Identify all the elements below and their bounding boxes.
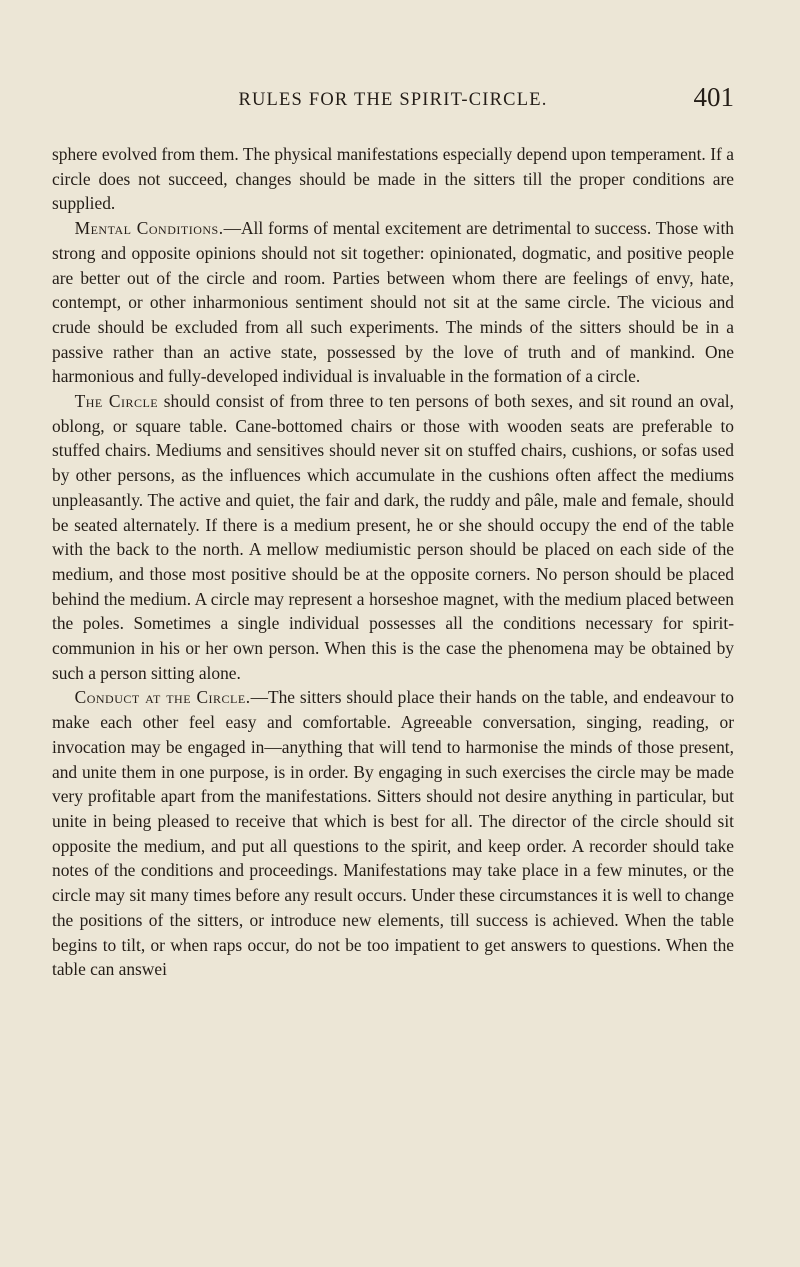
section-heading-conduct-at-the-circle: Conduct at the Circle. — [74, 687, 251, 708]
paragraph-text: —All forms of mental excitement are detrimental to success. Those with strong and opposite opinions should not sit together: opinionated, dogmatic, and positive people are better out of the circle and room. Parties between whom there are feelings of envy, hate, contempt, or other inharmonious sentiment should not sit at the same circle. The vicious and crude should be excluded from all such experiments. The minds of the sitters should be in a passive rather than an active state, possessed by the love of truth and of mankind. One harmonious and fully-developed individual is invaluable in the formation of a circle. — [52, 218, 734, 387]
paragraph-conduct-at-the-circle — [52, 685, 734, 981]
paragraph-text: should consist of from three to ten persons of both sexes, and sit round an oval, oblong, or square table. Cane-bottomed chairs or those with wooden seats are preferable to stuffed chairs. Mediums and sensitives should never sit on stuffed chairs, cushions, or sofas used by other persons, as the influences which accumulate in the cushions often affect the mediums unpleasantly. The active and quiet, the fair and dark, the ruddy and pâle, male and female, should be seated alternately. If there is a medium present, he or she should occupy the end of the table with the back to the north. A mellow mediumistic person should be placed on each side of the medium, and those most positive should be at the opposite corners. No person should be placed behind the medium. A circle may represent a horseshoe magnet, with the medium placed between the poles. Sometimes a single individual possesses all the conditions necessary for spirit-communion in his or her own person. When this is the case the phenomena may be obtained by such a person sitting alone. — [52, 391, 734, 683]
paragraph-text: sphere evolved from them. The physical manifestations especially depend upon temperament. If a circle does not succeed, changes should be made in the sitters till the proper conditions are supplied. — [52, 144, 734, 214]
page-header — [52, 82, 734, 118]
body-text — [52, 142, 734, 982]
paragraph-continuation — [52, 142, 734, 216]
section-heading-the-circle: The Circle — [74, 391, 159, 412]
running-head: RULES FOR THE SPIRIT-CIRCLE. — [238, 90, 548, 110]
paragraph-the-circle — [52, 389, 734, 685]
section-heading-mental-conditions: Mental Conditions. — [74, 218, 224, 239]
paragraph-mental-conditions — [52, 216, 734, 389]
page-number: 401 — [693, 82, 734, 112]
paragraph-text: —The sitters should place their hands on the table, and endeavour to make each other feel easy and comfortable. Agreeable conversation, singing, reading, or invocation may be engaged in—anything that will tend to harmonise the minds of those present, and unite them in one purpose, is in order. By engaging in such exercises the circle may be made very profitable apart from the manifestations. Sitters should not desire anything in particular, but unite in being pleased to receive that which is best for all. The director of the circle should sit opposite the medium, and put all questions to the spirit, and keep order. A recorder should take notes of the conditions and proceedings. Manifestations may take place in a few minutes, or the circle may sit many times before any result occurs. Under these circumstances it is well to change the positions of the sitters, or introduce new elements, till success is achieved. When the table begins to tilt, or when raps occur, do not be too impatient to get answers to questions. When the table can answei — [52, 687, 735, 980]
